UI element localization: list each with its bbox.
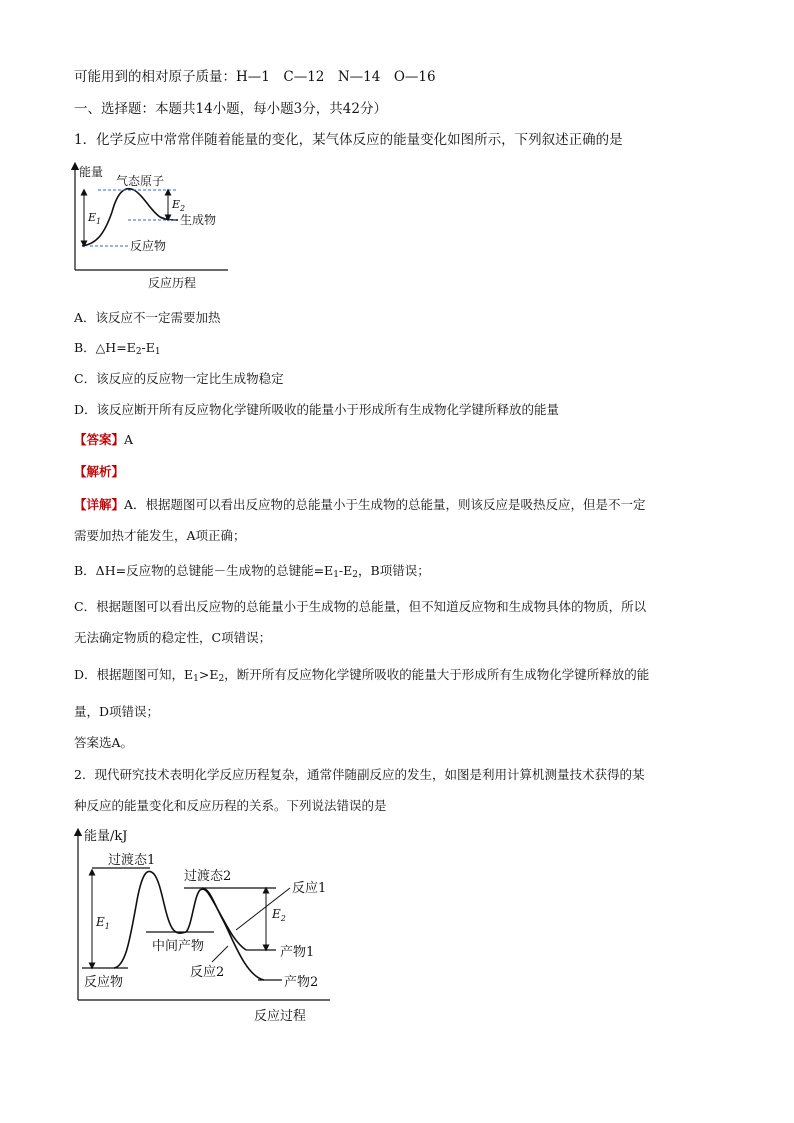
q2-y-label: 能量/kJ — [84, 829, 128, 844]
q2-reactant-label: 反应物 — [84, 975, 124, 990]
q1-e1-label: $E_1$ — [88, 211, 102, 226]
q1-e2-label: $E_2$ — [172, 198, 186, 213]
answer-value: A — [124, 432, 134, 447]
q2-energy-diagram — [68, 826, 343, 1026]
detail-tag: 【详解】 — [74, 497, 125, 512]
q2-product2-label: 产物2 — [284, 975, 319, 990]
q2-x-label: 反应过程 — [254, 1009, 307, 1024]
q1-explain-c-1: C．根据题图可以看出反应物的总能量小于生成物的总能量，但不知道反应物和生成物具体的物质，所以 — [74, 599, 647, 614]
q1-product-label: 生成物 — [180, 213, 217, 227]
question-1-stem: 1．化学反应中常常伴随着能量的变化，某气体反应的能量变化如图所示，下列叙述正确的是 — [74, 132, 623, 148]
q2-intermediate-label: 中间产物 — [152, 939, 205, 954]
question-2-stem-2: 种反应的能量变化和反应历程的关系。下列说法错误的是 — [74, 798, 387, 813]
q1-answer-line — [74, 431, 133, 449]
q2-product1-label: 产物1 — [280, 945, 315, 960]
q1-explain-c-2: 无法确定物质的稳定性，C项错误； — [74, 630, 272, 645]
q2-ts2-label: 过渡态2 — [184, 869, 232, 884]
answer-tag: 【答案】 — [74, 432, 125, 447]
q1-x-label: 反应历程 — [148, 276, 197, 290]
q1-conclusion: 答案选A。 — [74, 735, 134, 750]
q1-option-c: C．该反应的反应物一定比生成物稳定 — [74, 371, 284, 386]
q1-option-d: D．该反应断开所有反应物化学键所吸收的能量小于形成所有生成物化学键所释放的能量 — [74, 402, 560, 417]
q2-ts1-label: 过渡态1 — [108, 853, 156, 868]
section-title: 一、选择题：本题共14小题，每小题3分，共42分） — [74, 101, 387, 117]
q1-analysis-tag: 【解析】 — [74, 464, 125, 479]
q1-explain-a-2: 需要加热才能发生，A项正确； — [74, 528, 246, 543]
question-2-stem-1: 2．现代研究技术表明化学反应历程复杂，通常伴随副反应的发生，如图是利用计算机测量技术获得的某 — [74, 767, 645, 782]
q1-option-a: A．该反应不一定需要加热 — [74, 310, 221, 325]
q1-reactant-label: 反应物 — [130, 239, 167, 253]
q1-energy-diagram — [68, 160, 238, 292]
atomic-masses-line: 可能用到的相对原子质量：H—1 C—12 N—14 O—16 — [74, 69, 436, 85]
q2-e2-label: $E_2$ — [272, 907, 286, 923]
q2-e1-label: $E_1$ — [96, 915, 110, 931]
q1-explain-d-2: 量，D项错误； — [74, 704, 160, 719]
q1-peak-label: 气态原子 — [116, 174, 165, 188]
q2-reaction1-pointer — [236, 888, 290, 930]
q1-explain-b: B．ΔH=反应物的总键能－生成物的总键能$=E_1-E_2$，B项错误； — [74, 563, 430, 580]
q1-explain-d-1: D．根据题图可知，$E_1>E_2$，断开所有反应物化学键所吸收的能量大于形成所有生成物化学键所释放的能 — [74, 667, 650, 684]
q1-option-b: B．$\triangle H=E_2-E_1$ — [74, 340, 161, 357]
q2-reaction2-label: 反应2 — [190, 965, 225, 980]
q2-reaction2-pointer — [212, 946, 228, 962]
q2-reaction1-label: 反应1 — [292, 881, 327, 896]
q1-explain-a-1: 【详解】A．根据题图可以看出反应物的总能量小于生成物的总能量，则该反应是吸热反应，但是不一定 — [74, 497, 646, 512]
q1-y-label: 能量 — [79, 165, 104, 179]
